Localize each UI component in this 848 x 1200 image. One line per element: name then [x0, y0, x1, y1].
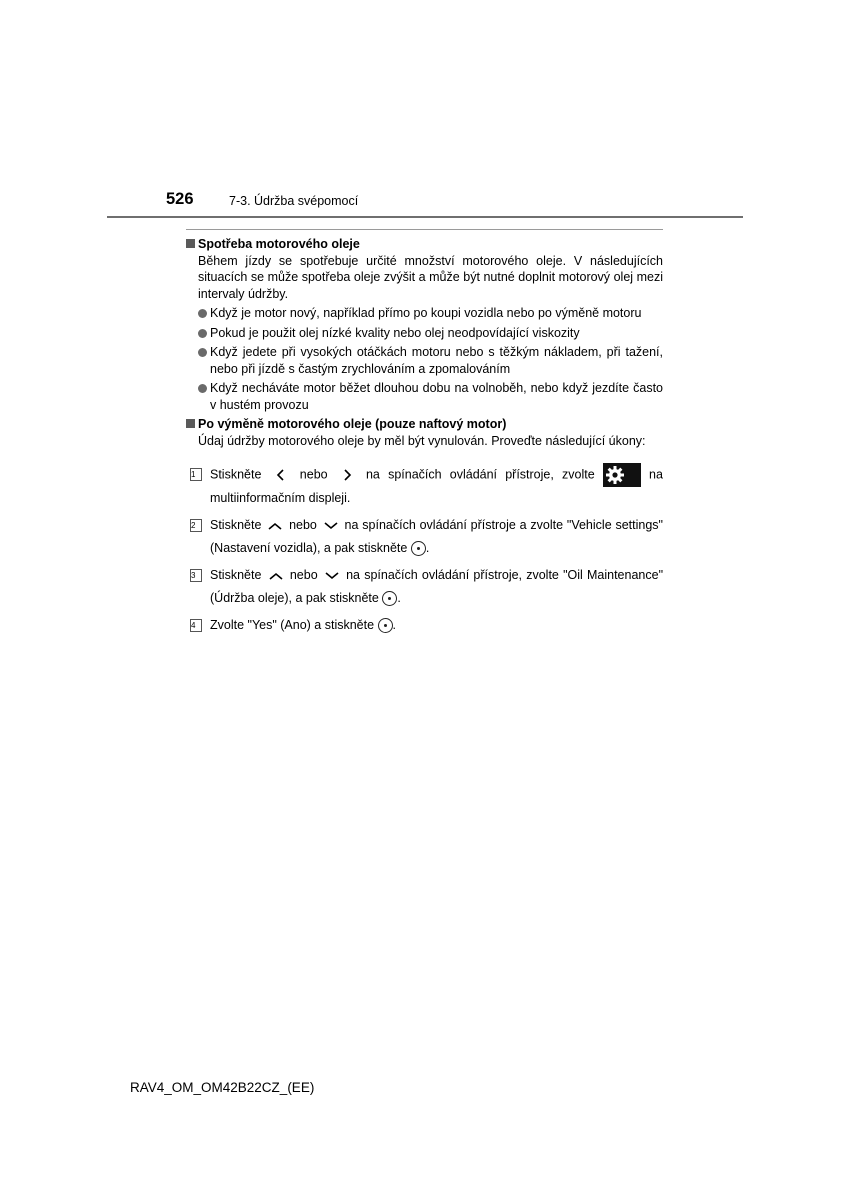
step-text: Stiskněte [210, 568, 262, 582]
square-bullet-icon [186, 419, 195, 428]
reset-intro: Údaj údržby motorového oleje by měl být vynulován. Proveďte následující úkony: [198, 433, 646, 448]
chevron-up-icon [265, 520, 285, 532]
step-text: na multiinformačním displeji. [210, 467, 663, 505]
circle-bullet-icon [198, 348, 207, 357]
reset-heading [186, 416, 663, 433]
list-item [198, 325, 663, 342]
list-item-text: Když necháváte motor běžet dlouhou dobu na volnoběh, nebo když jezdíte často v hustém provozu [210, 381, 663, 412]
section-title: 7-3. Údržba svépomocí [229, 194, 359, 208]
step-text: nebo [289, 518, 317, 532]
step-text: . [425, 541, 430, 555]
step-text: Stiskněte [210, 467, 262, 482]
step-text: . [397, 591, 401, 605]
step-text: . [392, 618, 397, 632]
doc-code: RAV4_OM_OM42B22CZ_(EE) [130, 1080, 315, 1095]
header-rule [107, 216, 743, 218]
ok-button-icon [411, 541, 426, 556]
step-text: nebo [299, 467, 328, 482]
chevron-down-icon [321, 520, 341, 532]
chevron-right-icon [336, 468, 358, 482]
step-text: Stiskněte [210, 518, 262, 532]
chevron-left-icon [270, 468, 292, 482]
list-item [198, 305, 663, 322]
circle-bullet-icon [198, 309, 207, 318]
step-text: Zvolte "Yes" (Ano) a stiskněte [210, 618, 375, 632]
list-item [198, 380, 663, 413]
circle-bullet-icon [198, 384, 207, 393]
step-number: 1 [190, 468, 202, 481]
step-number: 4 [190, 619, 202, 632]
chevron-down-icon [322, 570, 342, 582]
consumption-heading-text: Spotřeba motorového oleje [198, 237, 360, 251]
content [186, 236, 663, 641]
step-4 [190, 614, 663, 637]
step-text: na spínačích ovládání přístroje, zvolte [365, 467, 595, 482]
ok-button-icon [378, 618, 393, 633]
consumption-intro: Během jízdy se spotřebuje určité množství motorového oleje. V následujících situacích se může spotřeba oleje zvýšit a může být nutné doplnit motorový olej mezi intervaly údržby. [198, 253, 663, 301]
step-text: na spínačích ovládání přístroje a zvolte "Vehicle settings" (Nastavení vozidla), a pak stiskněte [210, 518, 663, 555]
list-item [198, 344, 663, 377]
list-item-text: Pokud je použit olej nízké kvality nebo olej neodpovídající viskozity [210, 325, 580, 340]
page-number: 526 [166, 190, 194, 208]
steps-list [190, 463, 663, 637]
list-item-text: Když jedete při vysokých otáčkách motoru nebo s těžkým nákladem, při tažení, nebo při jízdě s častým zrychlováním a zpomalováním [210, 345, 663, 376]
consumption-heading [186, 236, 663, 253]
list-item-text: Když je motor nový, například přímo po koupi vozidla nebo po výměně motoru [210, 306, 642, 320]
step-1 [190, 463, 663, 510]
step-number: 3 [190, 569, 202, 582]
gear-icon [603, 463, 641, 487]
content-top-rule [186, 229, 663, 230]
circle-bullet-icon [198, 329, 207, 338]
reset-heading-text: Po výměně motorového oleje (pouze naftový motor) [198, 417, 507, 431]
step-text: nebo [289, 568, 318, 582]
step-3 [190, 564, 663, 610]
step-number: 2 [190, 519, 202, 532]
step-2 [190, 514, 663, 560]
chevron-up-icon [266, 570, 286, 582]
square-bullet-icon [186, 239, 195, 248]
step-text: na spínačích ovládání přístroje, zvolte "Oil Maintenance" (Údržba oleje), a pak stiskněte [210, 568, 664, 605]
ok-button-icon [382, 591, 397, 606]
